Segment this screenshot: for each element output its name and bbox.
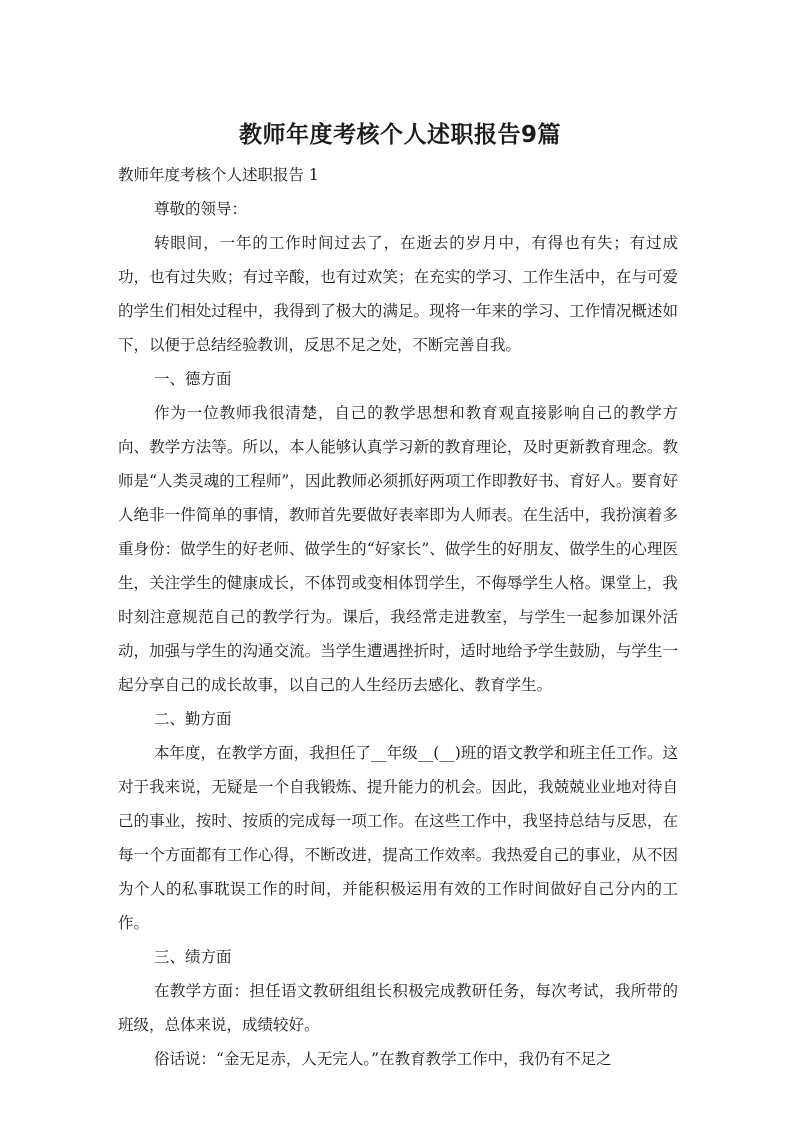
section-heading-achievement: 三、绩方面 <box>154 948 232 966</box>
salutation: 尊敬的领导： <box>154 200 248 218</box>
document-body <box>118 158 678 1076</box>
section-body-morality: 作为一位教师我很清楚，自己的教学思想和教育观直接影响自己的教学方向、教学方法等。所以，本人能够认真学习新的教育理论，及时更新教育理念。教师是“人类灵魂的工程师”，因此教师必须抓好两项工作即教好书、育好人。要育好人绝非一件简单的事情，教师首先要做好表率即为人师表。在生活中，我扮演着多重身份：做学生的好老师、做学生的“好家长”、做学生的好朋友、做学生的心理医生，关注学生的健康成长，不体罚或变相体罚学生，不侮辱学生人格。课堂上，我时刻注意规范自己的教学行为。课后，我经常走进教室，与学生一起参加课外活动，加强与学生的沟通交流。当学生遭遇挫折时，适时地给予学生鼓励，与学生一起分享自己的成长故事，以自己的人生经历去感化、教育学生。 <box>118 404 678 694</box>
document-title: 教师年度考核个人述职报告9篇 <box>238 122 561 148</box>
section-body-achievement: 在教学方面：担任语文教研组组长积极完成教研任务，每次考试，我所带的班级，总体来说，成绩较好。 <box>118 982 678 1034</box>
section-heading-morality: 一、德方面 <box>154 370 232 388</box>
intro-paragraph: 转眼间，一年的工作时间过去了，在逝去的岁月中，有得也有失；有过成功，也有过失败；有过辛酸，也有过欢笑；在充实的学习、工作生活中，在与可爱的学生们相处过程中，我得到了极大的满足。现将一年来的学习、工作情况概述如下，以便于总结经验教训，反思不足之处，不断完善自我。 <box>118 234 678 354</box>
section-body-diligence: 本年度，在教学方面，我担任了__年级__(__)班的语文教学和班主任工作。这对于我来说，无疑是一个自我锻炼、提升能力的机会。因此，我兢兢业业地对待自己的事业，按时、按质的完成每一项工作。在这些工作中，我坚持总结与反思，在每一个方面都有工作心得，不断改进，提高工作效率。我热爱自己的事业，从不因为个人的私事耽误工作的时间，并能积极运用有效的工作时间做好自己分内的工作。 <box>118 744 678 932</box>
report-subtitle: 教师年度考核个人述职报告 1 <box>118 166 319 184</box>
section-heading-diligence: 二、勤方面 <box>154 710 232 728</box>
closing-paragraph: 俗话说：“金无足赤，人无完人。”在教育教学工作中，我仍有不足之 <box>154 1050 612 1068</box>
